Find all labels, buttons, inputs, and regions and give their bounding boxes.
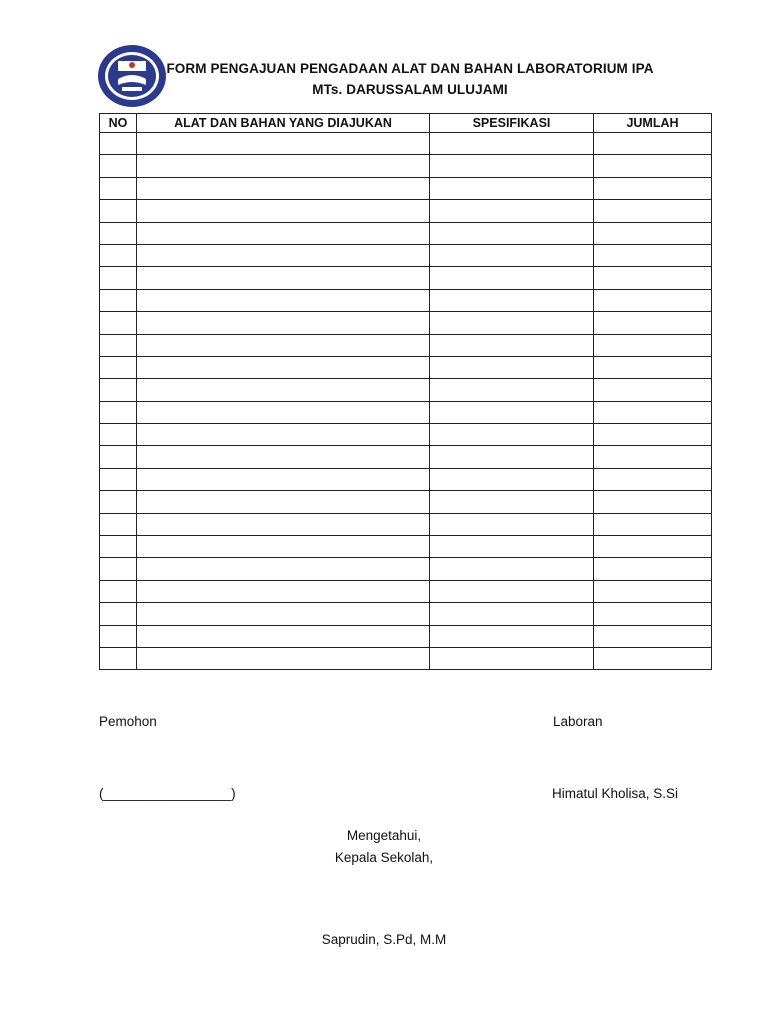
applicant-signature-line: (_________________) — [99, 786, 236, 801]
table-row — [100, 312, 712, 334]
cell-qty[interactable] — [594, 133, 712, 155]
cell-qty[interactable] — [594, 200, 712, 222]
cell-spec[interactable] — [430, 267, 594, 289]
table-row — [100, 289, 712, 311]
cell-qty[interactable] — [594, 424, 712, 446]
table-row — [100, 244, 712, 266]
cell-qty[interactable] — [594, 625, 712, 647]
cell-item[interactable] — [137, 580, 430, 602]
table-row — [100, 446, 712, 468]
cell-spec[interactable] — [430, 513, 594, 535]
cell-qty[interactable] — [594, 289, 712, 311]
cell-spec[interactable] — [430, 334, 594, 356]
approval-block — [234, 825, 534, 869]
cell-qty[interactable] — [594, 468, 712, 490]
cell-spec[interactable] — [430, 401, 594, 423]
cell-spec[interactable] — [430, 424, 594, 446]
cell-item[interactable] — [137, 244, 430, 266]
cell-qty[interactable] — [594, 244, 712, 266]
cell-spec[interactable] — [430, 244, 594, 266]
school-emblem-icon — [96, 43, 168, 109]
cell-spec[interactable] — [430, 133, 594, 155]
table-row — [100, 625, 712, 647]
cell-no[interactable] — [100, 468, 137, 490]
cell-spec[interactable] — [430, 312, 594, 334]
cell-item[interactable] — [137, 155, 430, 177]
request-table — [99, 113, 712, 670]
table-row — [100, 558, 712, 580]
cell-no[interactable] — [100, 133, 137, 155]
cell-spec[interactable] — [430, 558, 594, 580]
cell-item[interactable] — [137, 647, 430, 669]
cell-no[interactable] — [100, 177, 137, 199]
cell-item[interactable] — [137, 177, 430, 199]
cell-no[interactable] — [100, 222, 137, 244]
cell-spec[interactable] — [430, 603, 594, 625]
form-title: FORM PENGAJUAN PENGADAAN ALAT DAN BAHAN LABORATORIUM IPA — [166, 61, 654, 76]
cell-qty[interactable] — [594, 603, 712, 625]
cell-qty[interactable] — [594, 334, 712, 356]
cell-no[interactable] — [100, 289, 137, 311]
cell-no[interactable] — [100, 401, 137, 423]
cell-spec[interactable] — [430, 625, 594, 647]
school-name: MTs. DARUSSALAM ULUJAMI — [312, 82, 508, 97]
cell-qty[interactable] — [594, 558, 712, 580]
table-row — [100, 200, 712, 222]
table-row — [100, 155, 712, 177]
cell-qty[interactable] — [594, 312, 712, 334]
col-header-qty: JUMLAH — [594, 114, 712, 133]
lab-assistant-label: Laboran — [553, 714, 603, 729]
cell-no[interactable] — [100, 155, 137, 177]
cell-no[interactable] — [100, 244, 137, 266]
cell-qty[interactable] — [594, 267, 712, 289]
cell-item[interactable] — [137, 424, 430, 446]
cell-spec[interactable] — [430, 200, 594, 222]
cell-no[interactable] — [100, 603, 137, 625]
table-row — [100, 401, 712, 423]
cell-qty[interactable] — [594, 401, 712, 423]
cell-item[interactable] — [137, 625, 430, 647]
cell-spec[interactable] — [430, 155, 594, 177]
cell-qty[interactable] — [594, 446, 712, 468]
cell-no[interactable] — [100, 379, 137, 401]
cell-qty[interactable] — [594, 177, 712, 199]
cell-qty[interactable] — [594, 155, 712, 177]
table-row — [100, 647, 712, 669]
applicant-label: Pemohon — [99, 714, 157, 729]
cell-item[interactable] — [137, 468, 430, 490]
cell-spec[interactable] — [430, 536, 594, 558]
cell-item[interactable] — [137, 222, 430, 244]
table-row — [100, 536, 712, 558]
table-row — [100, 379, 712, 401]
cell-no[interactable] — [100, 513, 137, 535]
lab-assistant-name: Himatul Kholisa, S.Si — [552, 786, 679, 801]
table-row — [100, 356, 712, 378]
cell-item[interactable] — [137, 603, 430, 625]
cell-spec[interactable] — [430, 177, 594, 199]
cell-qty[interactable] — [594, 536, 712, 558]
cell-item[interactable] — [137, 267, 430, 289]
cell-no[interactable] — [100, 580, 137, 602]
approval-role: Kepala Sekolah, — [334, 850, 434, 865]
col-header-no: NO — [100, 114, 137, 133]
cell-qty[interactable] — [594, 222, 712, 244]
cell-item[interactable] — [137, 558, 430, 580]
table-row — [100, 603, 712, 625]
cell-no[interactable] — [100, 424, 137, 446]
cell-spec[interactable] — [430, 491, 594, 513]
table-row — [100, 133, 712, 155]
cell-item[interactable] — [137, 536, 430, 558]
cell-spec[interactable] — [430, 647, 594, 669]
cell-item[interactable] — [137, 513, 430, 535]
table-row — [100, 513, 712, 535]
cell-no[interactable] — [100, 446, 137, 468]
table-row — [100, 468, 712, 490]
table-row — [100, 177, 712, 199]
cell-qty[interactable] — [594, 513, 712, 535]
cell-item[interactable] — [137, 312, 430, 334]
cell-spec[interactable] — [430, 289, 594, 311]
table-body — [100, 133, 712, 670]
cell-item[interactable] — [137, 289, 430, 311]
cell-no[interactable] — [100, 334, 137, 356]
cell-spec[interactable] — [430, 379, 594, 401]
table-row — [100, 334, 712, 356]
cell-item[interactable] — [137, 334, 430, 356]
col-header-spec: SPESIFIKASI — [430, 114, 594, 133]
cell-qty[interactable] — [594, 647, 712, 669]
approval-acknowledged: Mengetahui, — [346, 828, 422, 843]
cell-no[interactable] — [100, 491, 137, 513]
table-row — [100, 491, 712, 513]
cell-item[interactable] — [137, 356, 430, 378]
cell-item[interactable] — [137, 446, 430, 468]
col-header-item: ALAT DAN BAHAN YANG DIAJUKAN — [137, 114, 430, 133]
cell-qty[interactable] — [594, 580, 712, 602]
table-row — [100, 424, 712, 446]
cell-spec[interactable] — [430, 580, 594, 602]
cell-no[interactable] — [100, 625, 137, 647]
cell-spec[interactable] — [430, 446, 594, 468]
cell-spec[interactable] — [430, 356, 594, 378]
table-row — [100, 267, 712, 289]
cell-spec[interactable] — [430, 468, 594, 490]
cell-no[interactable] — [100, 356, 137, 378]
cell-qty[interactable] — [594, 379, 712, 401]
cell-qty[interactable] — [594, 491, 712, 513]
cell-spec[interactable] — [430, 222, 594, 244]
cell-no[interactable] — [100, 312, 137, 334]
table-row — [100, 580, 712, 602]
cell-item[interactable] — [137, 401, 430, 423]
table-row — [100, 222, 712, 244]
table-header-row — [100, 114, 712, 133]
cell-item[interactable] — [137, 491, 430, 513]
cell-no[interactable] — [100, 647, 137, 669]
cell-item[interactable] — [137, 379, 430, 401]
cell-no[interactable] — [100, 200, 137, 222]
principal-name: Saprudin, S.Pd, M.M — [321, 932, 447, 947]
cell-no[interactable] — [100, 267, 137, 289]
cell-qty[interactable] — [594, 356, 712, 378]
cell-item[interactable] — [137, 133, 430, 155]
cell-no[interactable] — [100, 536, 137, 558]
cell-no[interactable] — [100, 558, 137, 580]
cell-item[interactable] — [137, 200, 430, 222]
